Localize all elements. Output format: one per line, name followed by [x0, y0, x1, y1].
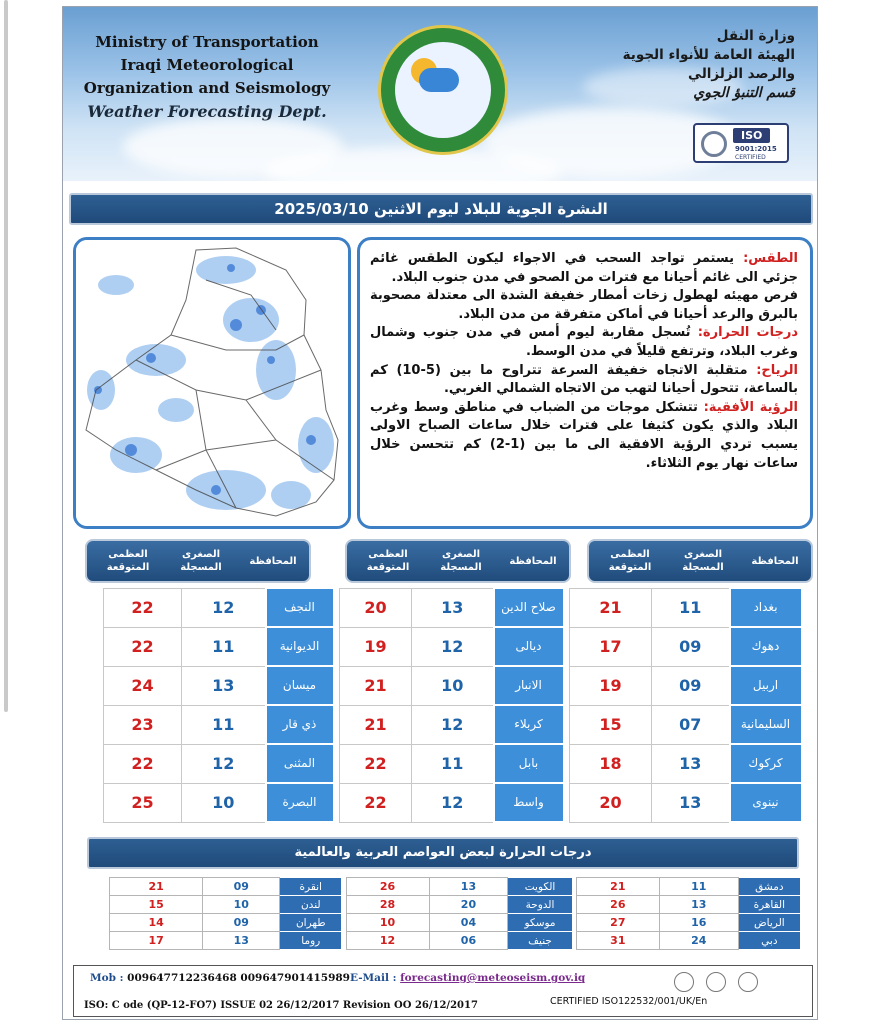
seal-icon — [674, 972, 694, 992]
governorate-cell: البصرة — [266, 783, 334, 822]
min-temp-cell: 10 — [412, 666, 494, 705]
min-temp-cell: 13 — [412, 588, 494, 627]
header-max: العظمى المتوقعة — [366, 549, 410, 573]
governorate-cell: ديالى — [494, 627, 564, 666]
min-temp-cell: 09 — [203, 914, 280, 932]
governorate-temperature-table — [103, 587, 803, 823]
weather-label: الطقس: — [743, 251, 798, 266]
min-temp-cell: 10 — [182, 783, 266, 822]
max-temp-cell: 25 — [104, 783, 182, 822]
min-temp-cell: 11 — [182, 627, 266, 666]
max-temp-cell: 20 — [570, 783, 652, 822]
bulletin-sheet — [62, 6, 818, 1020]
ar-line-dept: قسم التنبؤ الجوي — [693, 85, 795, 101]
table-row — [110, 914, 801, 932]
footer-email — [350, 972, 585, 984]
mobile-numbers: 009647712236468 009647901415989 — [123, 972, 350, 984]
weather-radar-map — [73, 237, 351, 529]
iso-certified: CERTIFIED — [735, 154, 766, 161]
english-org-title — [77, 31, 337, 123]
capital-city-cell: الدوحة — [508, 896, 572, 914]
capital-city-cell: جنيف — [508, 932, 572, 950]
max-temp-cell: 21 — [110, 878, 203, 896]
iso-number: 9001:2015 — [735, 145, 777, 153]
organization-logo — [378, 25, 508, 155]
governorate-cell: بابل — [494, 744, 564, 783]
max-temp-cell: 22 — [104, 627, 182, 666]
max-temp-cell: 18 — [570, 744, 652, 783]
min-temp-cell: 12 — [412, 705, 494, 744]
weather-text: يستمر تواجد السحب في الاجواء ليكون الطقس غائم جزئي الى غائم أحيانا مع فترات من الصحو في مدن جنوب البلاد. — [370, 251, 798, 285]
min-temp-cell: 20 — [429, 896, 508, 914]
en-line-org: Organization and Seismology — [83, 79, 331, 97]
min-temp-cell: 12 — [182, 588, 266, 627]
min-temp-cell: 13 — [659, 896, 738, 914]
min-temp-cell: 06 — [429, 932, 508, 950]
capital-city-cell: الرياض — [738, 914, 800, 932]
governorate-cell: واسط — [494, 783, 564, 822]
governorate-cell: النجف — [266, 588, 334, 627]
max-temp-cell: 22 — [340, 744, 412, 783]
max-temp-cell: 26 — [576, 896, 659, 914]
governorate-cell: بغداد — [730, 588, 802, 627]
capital-city-cell: دمشق — [738, 878, 800, 896]
min-temp-cell: 09 — [203, 878, 280, 896]
table-row — [104, 783, 802, 822]
forecast-text — [370, 250, 798, 473]
min-temp-cell: 10 — [203, 896, 280, 914]
governorate-cell: كربلاء — [494, 705, 564, 744]
capitals-temperature-table — [109, 877, 801, 950]
governorate-cell: نينوى — [730, 783, 802, 822]
governorate-cell: السليمانية — [730, 705, 802, 744]
max-temp-cell: 19 — [340, 627, 412, 666]
max-temp-cell: 14 — [110, 914, 203, 932]
wind-paragraph — [370, 362, 798, 399]
max-temp-cell: 17 — [570, 627, 652, 666]
email-link[interactable]: forecasting@meteoseism.gov.iq — [400, 972, 586, 984]
visibility-text: تتشكل موجات من الضباب في مناطق وسط وغرب البلاد والذي يكون كثيفا على فترات خلال ساعات الصباح الاولى يسبب تردي الرؤية الافقية الى ما بين (1-2) كم تتحسن خلال ساعات نهار يوم الثلاثاء. — [370, 399, 798, 471]
capital-city-cell: طهران — [280, 914, 342, 932]
seal-icon — [706, 972, 726, 992]
min-temp-cell: 13 — [652, 783, 730, 822]
table-row — [104, 588, 802, 627]
wind-label: الرياح: — [756, 362, 798, 378]
governorate-cell: الديوانية — [266, 627, 334, 666]
max-temp-cell: 27 — [576, 914, 659, 932]
min-temp-cell: 16 — [659, 914, 738, 932]
wind-text: متقلبة الاتجاه خفيفة السرعة تتراوح ما بين (5-10) كم بالساعة، تتحول أحيانا لتهب من الاتجاه الشمالي الغربي. — [370, 362, 798, 397]
max-temp-cell: 20 — [340, 588, 412, 627]
capital-city-cell: لندن — [280, 896, 342, 914]
footer-mobile — [90, 972, 350, 984]
footer-certified: CERTIFIED ISO122532/001/UK/En — [550, 996, 708, 1007]
governorate-cell: ذي قار — [266, 705, 334, 744]
max-temp-cell: 21 — [340, 666, 412, 705]
table-row — [110, 878, 801, 896]
max-temp-cell: 12 — [346, 932, 429, 950]
max-temp-cell: 28 — [346, 896, 429, 914]
min-temp-cell: 07 — [652, 705, 730, 744]
min-temp-cell: 13 — [652, 744, 730, 783]
visibility-label: الرؤية الأفقية: — [703, 399, 798, 415]
min-temp-cell: 11 — [659, 878, 738, 896]
max-temp-cell: 26 — [346, 878, 429, 896]
table-row — [104, 666, 802, 705]
ar-line-ministry: وزارة النقل — [716, 28, 795, 44]
max-temp-cell: 22 — [104, 744, 182, 783]
max-temp-cell: 21 — [570, 588, 652, 627]
temp-text: تُسجل مقاربة ليوم أمس في مدن جنوب وشمال وغرب البلاد، وترتفع قليلاً في مدن الوسط. — [370, 325, 798, 359]
header-min: الصغرى المسجلة — [682, 549, 724, 573]
min-temp-cell: 13 — [429, 878, 508, 896]
capital-city-cell: روما — [280, 932, 342, 950]
min-temp-cell: 09 — [652, 627, 730, 666]
header-banner — [63, 7, 818, 181]
min-temp-cell: 12 — [412, 783, 494, 822]
table-row — [104, 627, 802, 666]
max-temp-cell: 19 — [570, 666, 652, 705]
left-scroll-rule — [4, 0, 8, 712]
governorate-cell: كركوك — [730, 744, 802, 783]
iso-label: ISO — [733, 128, 770, 143]
governorate-cell: المثنى — [266, 744, 334, 783]
header-max: العظمى المتوقعة — [608, 549, 652, 573]
max-temp-cell: 15 — [110, 896, 203, 914]
min-temp-cell: 11 — [182, 705, 266, 744]
capital-city-cell: دبي — [738, 932, 800, 950]
cloud-icon — [419, 68, 459, 92]
max-temp-cell: 31 — [576, 932, 659, 950]
governorate-cell: الانبار — [494, 666, 564, 705]
max-temp-cell: 21 — [576, 878, 659, 896]
table-row — [110, 932, 801, 950]
max-temp-cell: 15 — [570, 705, 652, 744]
temp-label: درجات الحرارة: — [697, 325, 798, 341]
arabic-org-title — [565, 27, 795, 103]
max-temp-cell: 22 — [340, 783, 412, 822]
header-gov: المحافظة — [249, 555, 297, 567]
visibility-paragraph — [370, 399, 798, 473]
forecast-text-panel — [357, 237, 813, 529]
max-temp-cell: 24 — [104, 666, 182, 705]
iraq-map-graphic — [76, 240, 348, 526]
min-temp-cell: 11 — [652, 588, 730, 627]
min-temp-cell: 13 — [203, 932, 280, 950]
header-max: العظمى المتوقعة — [106, 549, 150, 573]
governorate-cell: دهوك — [730, 627, 802, 666]
table-row — [110, 896, 801, 914]
max-temp-cell: 23 — [104, 705, 182, 744]
column-header-group-3 — [85, 539, 311, 583]
max-temp-cell: 21 — [340, 705, 412, 744]
header-min: الصغرى المسجلة — [180, 549, 222, 573]
temp-paragraph — [370, 324, 798, 361]
min-temp-cell: 11 — [412, 744, 494, 783]
ar-line-seismic: والرصد الزلزالي — [688, 66, 795, 82]
column-header-group-2 — [345, 539, 571, 583]
footer — [73, 965, 813, 1017]
table-row — [104, 705, 802, 744]
header-min: الصغرى المسجلة — [440, 549, 482, 573]
capital-city-cell: القاهرة — [738, 896, 800, 914]
max-temp-cell: 17 — [110, 932, 203, 950]
weather-paragraph — [370, 250, 798, 287]
header-gov: المحافظة — [751, 555, 799, 567]
min-temp-cell: 04 — [429, 914, 508, 932]
min-temp-cell: 09 — [652, 666, 730, 705]
email-label: E-Mail : — [350, 972, 397, 984]
en-line-ministry: Ministry of Transportation — [95, 33, 319, 51]
column-header-group-1 — [587, 539, 813, 583]
min-temp-cell: 12 — [182, 744, 266, 783]
checkmark-icon — [701, 131, 727, 157]
max-temp-cell: 10 — [346, 914, 429, 932]
header-gov: المحافظة — [509, 555, 557, 567]
rain-text: فرص مهيئه لهطول زخات أمطار خفيفة الشدة الى معتدلة مصحوبة بالبرق والرعد أحيانا في أماكن متفرقة من مدن البلاد. — [370, 288, 798, 322]
bulletin-title: النشرة الجوية للبلاد ليوم الاثنين 2025/03/10 — [69, 193, 813, 225]
capital-city-cell: الكويت — [508, 878, 572, 896]
capital-city-cell: موسكو — [508, 914, 572, 932]
footer-iso-code: ISO: C ode (QP-12-FO7) ISSUE 02 26/12/2017 Revision OO 26/12/2017 — [84, 1000, 478, 1011]
seal-icon — [738, 972, 758, 992]
iso-badge — [693, 123, 789, 163]
governorate-cell: صلاح الدين — [494, 588, 564, 627]
mobile-label: Mob : — [90, 972, 124, 984]
capital-city-cell: انقرة — [280, 878, 342, 896]
ar-line-authority: الهيئة العامة للأنواء الجوية — [622, 47, 795, 63]
table-row — [104, 744, 802, 783]
governorate-cell: ميسان — [266, 666, 334, 705]
min-temp-cell: 12 — [412, 627, 494, 666]
min-temp-cell: 24 — [659, 932, 738, 950]
capitals-title: درجات الحرارة لبعض العواصم العربية والعالمية — [87, 837, 799, 869]
max-temp-cell: 22 — [104, 588, 182, 627]
governorate-cell: اربيل — [730, 666, 802, 705]
en-line-dept: Weather Forecasting Dept. — [87, 102, 327, 121]
min-temp-cell: 13 — [182, 666, 266, 705]
en-line-iraqi-met: Iraqi Meteorological — [120, 56, 294, 74]
